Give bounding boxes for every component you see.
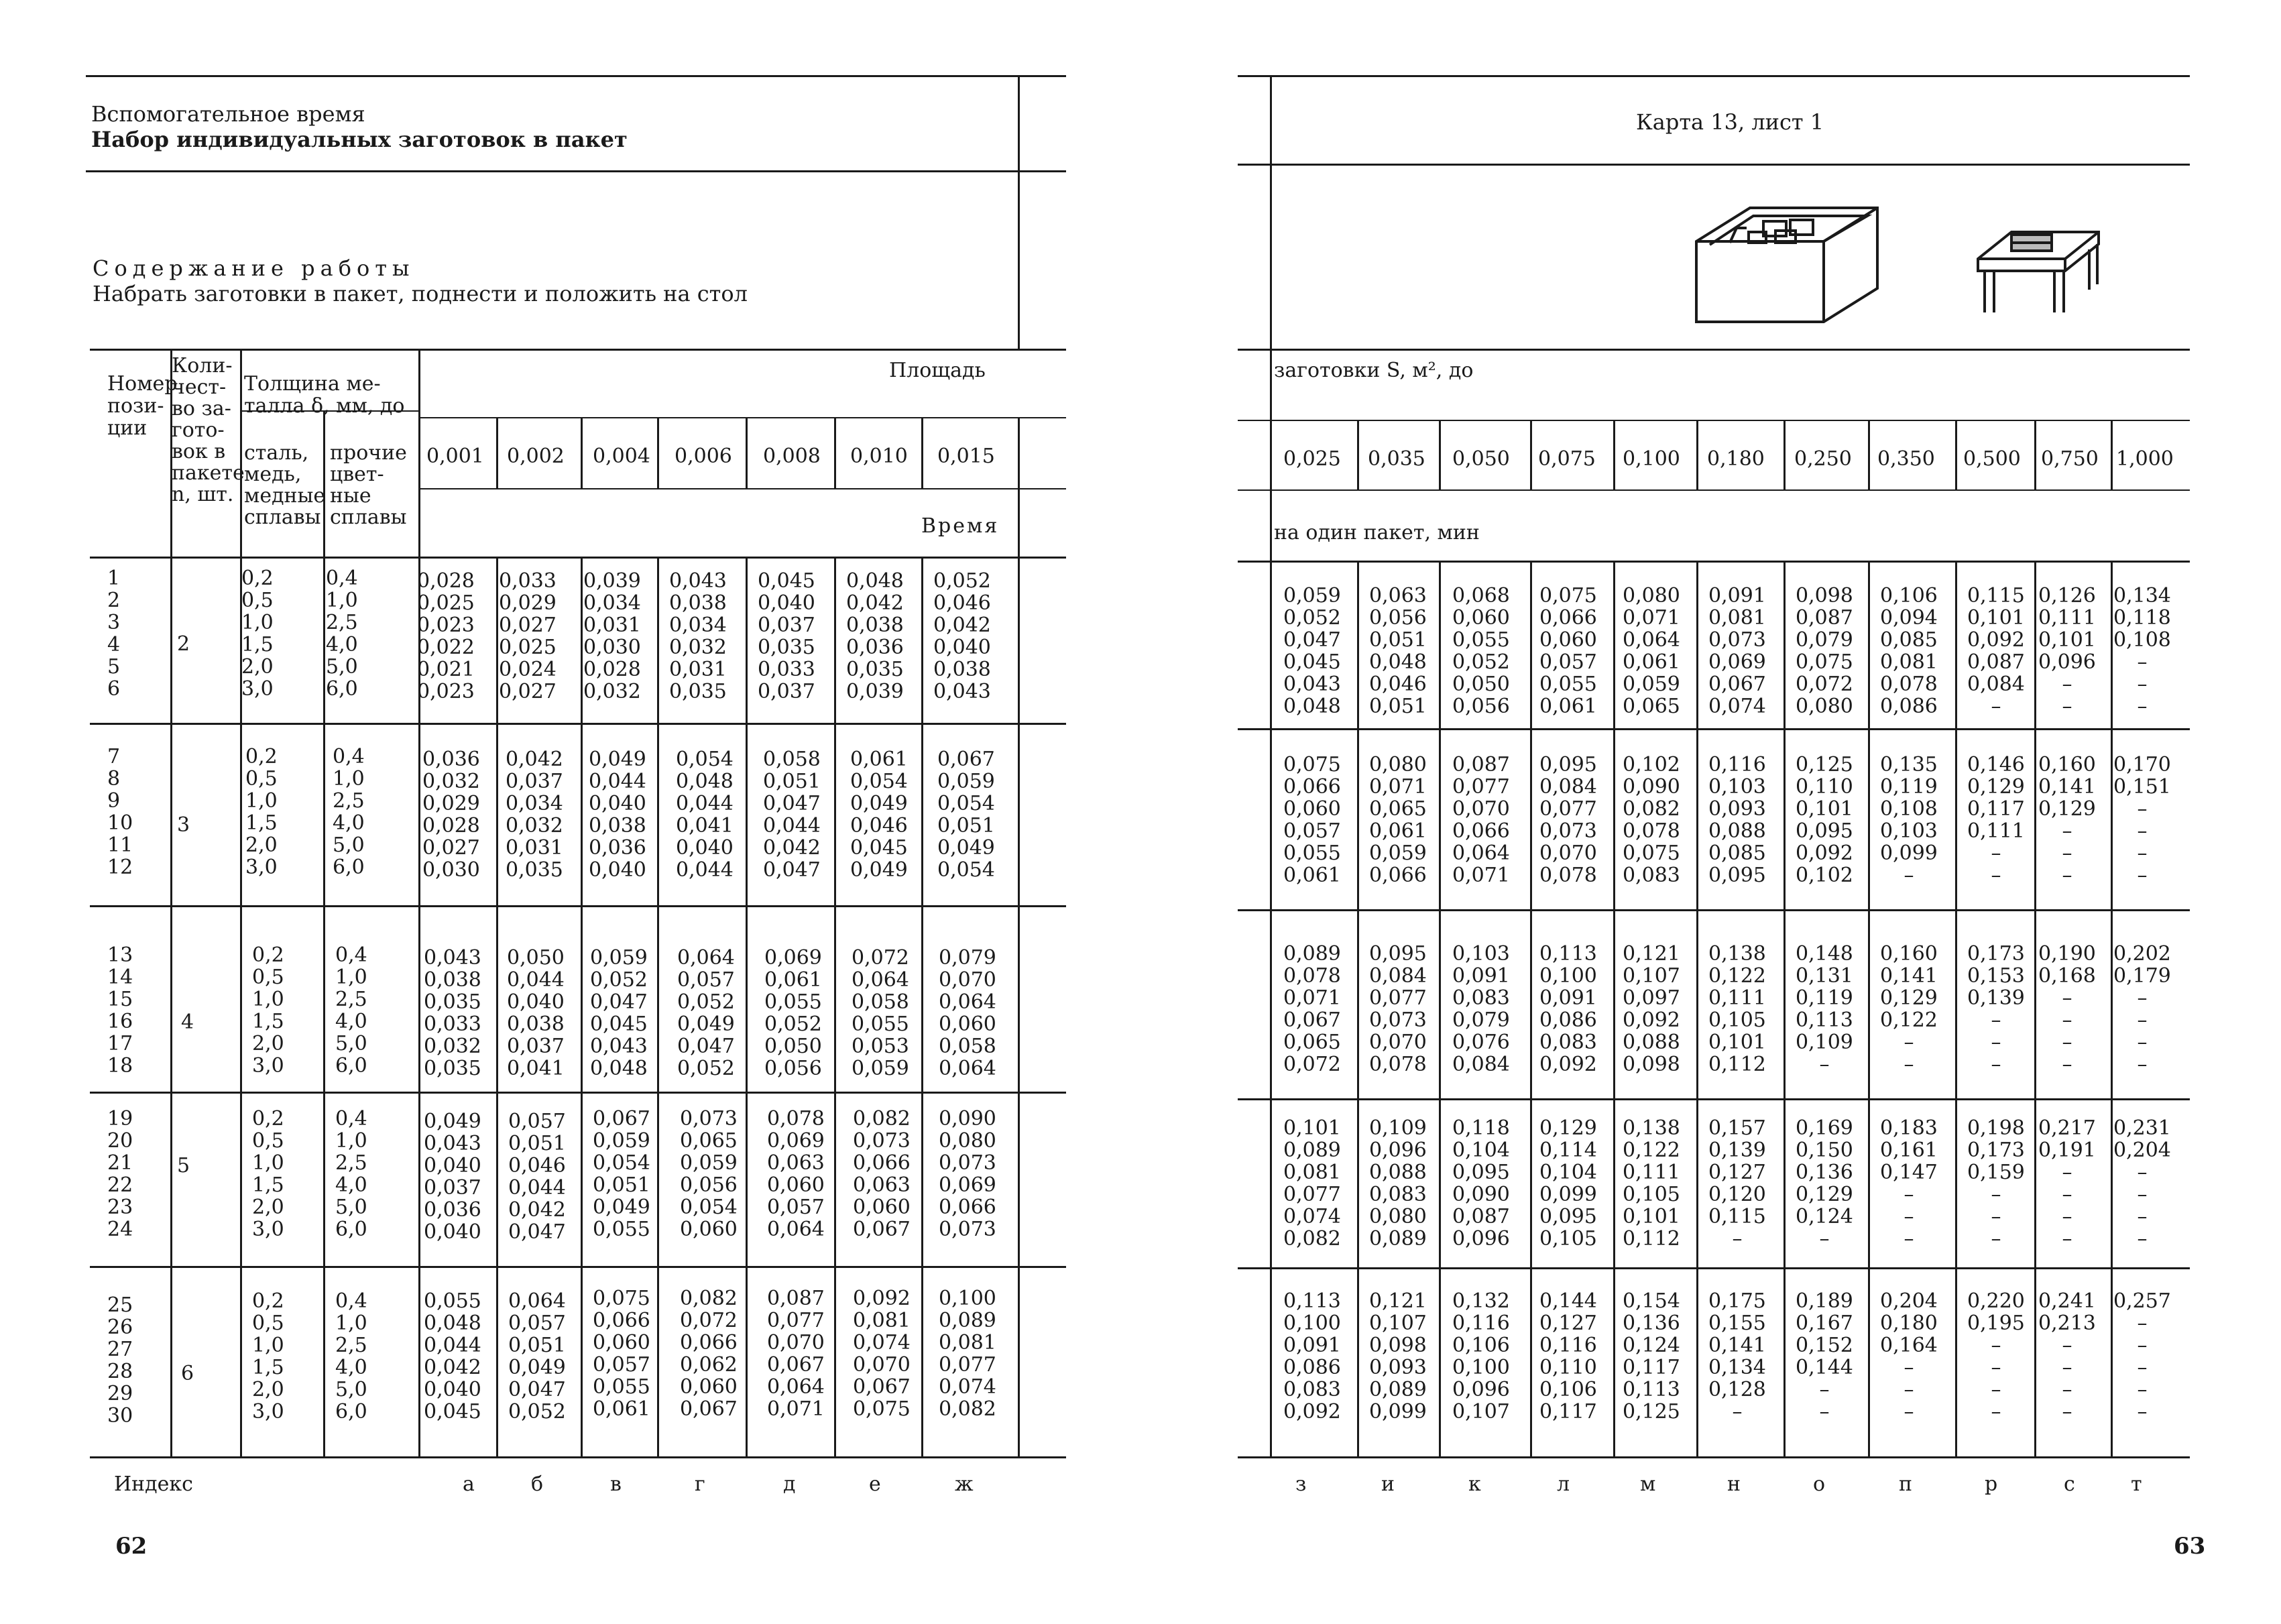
time-column: 0,183 0,161 0,147 – – –: [1880, 1116, 1938, 1251]
time-column: 0,217 0,191 – – – –: [2038, 1116, 2096, 1251]
card-label: Карта 13, лист 1: [1636, 109, 1824, 135]
time-label-left: Время: [921, 514, 1000, 538]
area-col-sep-5: [834, 417, 836, 488]
header-bottom-rule-right: [1238, 561, 2190, 563]
group-rule-2: [90, 905, 1066, 907]
area-value: 0,035: [1368, 447, 1425, 471]
time-column: 0,102 0,090 0,082 0,078 0,075 0,083: [1623, 753, 1680, 887]
index-letter: с: [2064, 1472, 2075, 1496]
time-column: 0,069 0,061 0,055 0,052 0,050 0,056: [764, 946, 822, 1080]
time-column: 0,028 0,025 0,023 0,022 0,021 0,023: [417, 569, 475, 703]
time-col-sep-4: [746, 557, 748, 1456]
col-steel-header: сталь, медь, медные сплавы: [244, 441, 326, 529]
area-sub-rule-right: [1238, 420, 2190, 421]
time-column: 0,092 0,081 0,074 0,070 0,067 0,075: [853, 1287, 911, 1421]
area-value: 0,015: [937, 445, 995, 468]
page-number-right: 63: [2174, 1533, 2206, 1560]
time-column: 0,125 0,110 0,101 0,095 0,092 0,102: [1796, 753, 1853, 887]
time-column: 0,079 0,070 0,064 0,060 0,058 0,064: [939, 946, 996, 1080]
time-column: 0,067 0,059 0,054 0,051 0,049 0,055: [593, 1107, 650, 1241]
time-column: 0,157 0,139 0,127 0,120 0,115 –: [1708, 1116, 1766, 1251]
time-column: 0,080 0,071 0,064 0,061 0,059 0,065: [1623, 584, 1680, 718]
count-group-1: 2: [177, 632, 190, 656]
time-column: 0,173 0,153 0,139 – – –: [1967, 942, 2025, 1076]
index-letter: н: [1727, 1472, 1741, 1496]
time-column: 0,116 0,103 0,093 0,088 0,085 0,095: [1708, 753, 1766, 887]
time-column: 0,033 0,029 0,027 0,025 0,024 0,027: [499, 569, 557, 703]
area-col-sep-right-5: [1696, 420, 1698, 489]
area-value: 0,100: [1623, 447, 1680, 471]
header-bottom-rule: [90, 557, 1066, 559]
count-group-3: 4: [181, 1010, 194, 1034]
time-column: 0,091 0,081 0,073 0,069 0,067 0,074: [1708, 584, 1766, 718]
time-col-sep-2: [581, 557, 583, 1456]
col-sep-4: [418, 349, 420, 1456]
area-col-sep-right-1: [1357, 420, 1359, 489]
area-col-sep-right-7: [1868, 420, 1870, 489]
time-column: 0,113 0,100 0,091 0,086 0,083 0,092: [1539, 942, 1597, 1076]
time-column: 0,220 0,195 – – – –: [1967, 1289, 2025, 1424]
content-text: Набрать заготовки в пакет, поднести и положить на стол: [93, 281, 748, 306]
index-letter: м: [1640, 1472, 1656, 1496]
time-column: 0,064 0,057 0,052 0,049 0,047 0,052: [677, 946, 735, 1080]
time-column: 0,057 0,051 0,046 0,044 0,042 0,047: [508, 1110, 566, 1244]
col-thickness-header: Толщина ме- талла δ, мм, до: [244, 372, 405, 418]
time-col-sep-6: [921, 557, 923, 1456]
time-col-sep-right-5: [1696, 561, 1698, 1456]
area-value: 0,500: [1963, 447, 2021, 471]
area-col-sep-4: [746, 417, 748, 488]
area-value: 0,250: [1794, 447, 1852, 471]
table-with-blank-illustration: [1971, 212, 2105, 319]
positions-group-3: 13 14 15 16 17 18: [107, 943, 133, 1078]
index-letter: ж: [955, 1472, 974, 1496]
rule-header-left: [86, 170, 1066, 172]
steel-group-4: 0,2 0,5 1,0 1,5 2,0 3,0: [252, 1107, 284, 1241]
group-rule-1: [90, 723, 1066, 725]
time-column: 0,202 0,179 – – – –: [2113, 942, 2171, 1076]
time-column: 0,121 0,107 0,098 0,093 0,089 0,099: [1369, 1289, 1427, 1424]
steel-group-2: 0,2 0,5 1,0 1,5 2,0 3,0: [245, 745, 278, 879]
area-col-sep-1: [496, 417, 498, 488]
time-column: 0,198 0,173 0,159 – – –: [1967, 1116, 2025, 1251]
time-column: 0,160 0,141 0,129 0,122 – –: [1880, 942, 1938, 1076]
time-column: 0,160 0,141 0,129 – – –: [2038, 753, 2096, 887]
time-column: 0,190 0,168 – – – –: [2038, 942, 2096, 1076]
area-label-left: Площадь: [889, 359, 986, 382]
left-header-line1: Вспомогательное время: [91, 101, 365, 127]
table-top-rule-right: [1238, 349, 2190, 351]
group-rule-right-4: [1238, 1267, 2190, 1269]
index-letter: б: [531, 1472, 544, 1496]
time-column: 0,154 0,136 0,124 0,117 0,113 0,125: [1623, 1289, 1680, 1424]
area-col-sep-6: [921, 417, 923, 488]
steel-group-5: 0,2 0,5 1,0 1,5 2,0 3,0: [252, 1289, 284, 1424]
area-col-sep-2: [581, 417, 583, 488]
time-column: 0,050 0,044 0,040 0,038 0,037 0,041: [507, 946, 565, 1080]
time-column: 0,043 0,038 0,035 0,033 0,032 0,035: [424, 946, 481, 1080]
rule-header-right: [1238, 164, 2190, 166]
group-rule-4: [90, 1266, 1066, 1268]
time-column: 0,043 0,038 0,034 0,032 0,031 0,035: [669, 569, 727, 703]
left-header-line2: Набор индивидуальных заготовок в пакет: [91, 127, 628, 152]
time-column: 0,039 0,034 0,031 0,030 0,028 0,032: [583, 569, 641, 703]
index-letter: в: [610, 1472, 622, 1496]
index-letter: е: [869, 1472, 881, 1496]
index-letter: о: [1813, 1472, 1826, 1496]
area-value: 0,180: [1707, 447, 1765, 471]
col-sep-3: [323, 410, 325, 1456]
time-column: 0,045 0,040 0,037 0,035 0,033 0,037: [758, 569, 815, 703]
index-label: Индекс: [114, 1472, 193, 1496]
time-column: 0,067 0,059 0,054 0,051 0,049 0,054: [937, 748, 995, 882]
time-column: 0,072 0,064 0,058 0,055 0,053 0,059: [852, 946, 909, 1080]
area-value: 0,010: [850, 445, 908, 468]
time-column: 0,073 0,065 0,059 0,056 0,054 0,060: [680, 1107, 738, 1241]
time-column: 0,036 0,032 0,029 0,028 0,027 0,030: [422, 748, 480, 882]
time-col-sep-right-2: [1439, 561, 1441, 1456]
index-letter: р: [1985, 1472, 1998, 1496]
time-col-sep-7: [1018, 417, 1020, 1456]
area-col-sep-right-8: [1955, 420, 1957, 489]
other-group-1: 0,4 1,0 2,5 4,0 5,0 6,0: [326, 567, 358, 701]
area-value: 0,025: [1283, 447, 1341, 471]
group-rule-3: [90, 1092, 1066, 1094]
col-sep-2: [240, 349, 242, 1456]
area-col-sep-right-10: [2111, 420, 2113, 489]
time-column: 0,049 0,043 0,040 0,037 0,036 0,040: [424, 1110, 481, 1244]
area-col-sep-right-9: [2034, 420, 2036, 489]
other-group-3: 0,4 1,0 2,5 4,0 5,0 6,0: [335, 943, 367, 1078]
time-column: 0,063 0,056 0,051 0,048 0,046 0,051: [1369, 584, 1427, 718]
rule-header-left-edge: [1270, 75, 1272, 350]
area-value: 0,006: [675, 445, 732, 468]
time-col-sep-right-8: [1955, 561, 1957, 1456]
steel-group-1: 0,2 0,5 1,0 1,5 2,0 3,0: [241, 567, 274, 701]
table-bottom-rule: [90, 1456, 1066, 1458]
index-letter: п: [1899, 1472, 1912, 1496]
time-column: 0,106 0,094 0,085 0,081 0,078 0,086: [1880, 584, 1938, 718]
time-column: 0,100 0,089 0,081 0,077 0,074 0,082: [939, 1287, 996, 1421]
time-column: 0,169 0,150 0,136 0,129 0,124 –: [1796, 1116, 1853, 1251]
positions-group-1: 1 2 3 4 5 6: [107, 567, 121, 701]
positions-group-4: 19 20 21 22 23 24: [107, 1107, 133, 1241]
count-group-4: 5: [177, 1154, 190, 1177]
page-number-left: 62: [115, 1533, 148, 1560]
col-count-header: Коли- чест- во за- гото- вок в пакете n, шт.: [172, 354, 245, 506]
area-value: 1,000: [2116, 447, 2174, 471]
time-column: 0,048 0,042 0,038 0,036 0,035 0,039: [846, 569, 904, 703]
time-column: 0,231 0,204 – – – –: [2113, 1116, 2171, 1251]
time-column: 0,109 0,096 0,088 0,083 0,080 0,089: [1369, 1116, 1427, 1251]
time-column: 0,204 0,180 0,164 – – –: [1880, 1289, 1938, 1424]
time-column: 0,132 0,116 0,106 0,100 0,096 0,107: [1452, 1289, 1510, 1424]
col-sep-right-0: [1270, 349, 1272, 1456]
group-rule-right-3: [1238, 1098, 2190, 1100]
time-column: 0,064 0,057 0,051 0,049 0,047 0,052: [508, 1289, 566, 1424]
time-col-sep-3: [657, 557, 659, 1456]
index-letter: з: [1295, 1472, 1307, 1496]
count-group-2: 3: [177, 813, 190, 837]
time-column: 0,135 0,119 0,108 0,103 0,099 –: [1880, 753, 1938, 887]
time-col-sep-right-7: [1868, 561, 1870, 1456]
area-value: 0,750: [2041, 447, 2099, 471]
time-label-right: на один пакет, мин: [1274, 521, 1480, 544]
time-col-sep-1: [496, 557, 498, 1456]
index-letter: л: [1557, 1472, 1570, 1496]
group-rule-right-2: [1238, 909, 2190, 911]
time-column: 0,080 0,071 0,065 0,061 0,059 0,066: [1369, 753, 1427, 887]
time-column: 0,138 0,122 0,111 0,105 0,101 0,112: [1708, 942, 1766, 1076]
time-column: 0,095 0,084 0,077 0,073 0,070 0,078: [1369, 942, 1427, 1076]
time-column: 0,144 0,127 0,116 0,110 0,106 0,117: [1539, 1289, 1597, 1424]
time-column: 0,049 0,044 0,040 0,038 0,036 0,040: [589, 748, 646, 882]
index-letter: а: [463, 1472, 475, 1496]
time-column: 0,059 0,052 0,047 0,045 0,043 0,048: [590, 946, 648, 1080]
time-column: 0,134 0,118 0,108 – – –: [2113, 584, 2171, 718]
area-value: 0,075: [1538, 447, 1596, 471]
time-column: 0,075 0,066 0,060 0,057 0,055 0,061: [593, 1287, 650, 1421]
index-letter: и: [1381, 1472, 1395, 1496]
time-column: 0,059 0,052 0,047 0,045 0,043 0,048: [1283, 584, 1341, 718]
time-column: 0,257 – – – – –: [2113, 1289, 2171, 1424]
time-column: 0,087 0,077 0,070 0,066 0,064 0,071: [1452, 753, 1510, 887]
time-col-sep-right-1: [1357, 561, 1359, 1456]
other-group-5: 0,4 1,0 2,5 4,0 5,0 6,0: [335, 1289, 367, 1424]
time-col-sep-right-10: [2111, 561, 2113, 1456]
col-sep-1: [170, 349, 172, 1456]
time-column: 0,146 0,129 0,117 0,111 – –: [1967, 753, 2025, 887]
time-sub-rule: [420, 488, 1066, 489]
positions-group-2: 7 8 9 10 11 12: [107, 745, 133, 879]
rule-header-right-edge: [1018, 75, 1020, 350]
time-column: 0,241 0,213 – – – –: [2038, 1289, 2096, 1424]
area-col-sep-right-4: [1613, 420, 1615, 489]
other-group-4: 0,4 1,0 2,5 4,0 5,0 6,0: [335, 1107, 367, 1241]
time-column: 0,078 0,069 0,063 0,060 0,057 0,064: [767, 1107, 825, 1241]
time-column: 0,087 0,077 0,070 0,067 0,064 0,071: [767, 1287, 825, 1421]
time-column: 0,138 0,122 0,111 0,105 0,101 0,112: [1623, 1116, 1680, 1251]
index-letter: д: [783, 1472, 796, 1496]
rule-top-right: [1238, 75, 2190, 77]
area-label-right: заготовки S, м², до: [1274, 359, 1474, 382]
col-other-header: прочие цвет- ные сплавы: [330, 441, 407, 529]
area-value: 0,001: [426, 445, 484, 468]
time-sub-rule-right: [1238, 489, 2190, 491]
time-column: 0,068 0,060 0,055 0,052 0,050 0,056: [1452, 584, 1510, 718]
time-col-sep-right-4: [1613, 561, 1615, 1456]
area-col-sep-right-6: [1783, 420, 1786, 489]
time-column: 0,075 0,066 0,060 0,057 0,055 0,061: [1283, 753, 1341, 887]
time-column: 0,090 0,080 0,073 0,069 0,066 0,073: [939, 1107, 996, 1241]
index-letter: г: [695, 1472, 705, 1496]
area-value: 0,004: [593, 445, 650, 468]
count-group-5: 6: [181, 1362, 194, 1385]
index-letter: т: [2131, 1472, 2142, 1496]
positions-group-5: 25 26 27 28 29 30: [107, 1293, 133, 1428]
rule-top-left: [86, 75, 1066, 77]
other-group-2: 0,4 1,0 2,5 4,0 5,0 6,0: [333, 745, 365, 879]
time-column: 0,095 0,084 0,077 0,073 0,070 0,078: [1539, 753, 1597, 887]
time-column: 0,042 0,037 0,034 0,032 0,031 0,035: [506, 748, 563, 882]
box-with-blanks-illustration: [1690, 201, 1884, 329]
time-column: 0,113 0,100 0,091 0,086 0,083 0,092: [1283, 1289, 1341, 1424]
area-value: 0,350: [1877, 447, 1935, 471]
time-col-sep-right-6: [1783, 561, 1786, 1456]
time-column: 0,103 0,091 0,083 0,079 0,076 0,084: [1452, 942, 1510, 1076]
time-column: 0,055 0,048 0,044 0,042 0,040 0,045: [424, 1289, 481, 1424]
time-column: 0,148 0,131 0,119 0,113 0,109 –: [1796, 942, 1853, 1076]
area-col-sep-right-3: [1530, 420, 1532, 489]
time-column: 0,054 0,048 0,044 0,041 0,040 0,044: [676, 748, 734, 882]
time-column: 0,189 0,167 0,152 0,144 – –: [1796, 1289, 1853, 1424]
group-rule-right-1: [1238, 728, 2190, 730]
time-column: 0,061 0,054 0,049 0,046 0,045 0,049: [850, 748, 908, 882]
time-column: 0,115 0,101 0,092 0,087 0,084 –: [1967, 584, 2025, 718]
table-bottom-rule-right: [1238, 1456, 2190, 1458]
area-value: 0,002: [507, 445, 565, 468]
time-column: 0,101 0,089 0,081 0,077 0,074 0,082: [1283, 1116, 1341, 1251]
time-col-sep-right-9: [2034, 561, 2036, 1456]
time-column: 0,089 0,078 0,071 0,067 0,065 0,072: [1283, 942, 1341, 1076]
area-value: 0,050: [1452, 447, 1510, 471]
time-column: 0,118 0,104 0,095 0,090 0,087 0,096: [1452, 1116, 1510, 1251]
time-col-sep-5: [834, 557, 836, 1456]
time-column: 0,082 0,073 0,066 0,063 0,060 0,067: [853, 1107, 911, 1241]
time-column: 0,129 0,114 0,104 0,099 0,095 0,105: [1539, 1116, 1597, 1251]
table-top-rule: [90, 349, 1066, 351]
time-column: 0,098 0,087 0,079 0,075 0,072 0,080: [1796, 584, 1853, 718]
area-sub-rule: [420, 417, 1066, 418]
time-column: 0,082 0,072 0,066 0,062 0,060 0,067: [680, 1287, 738, 1421]
time-column: 0,121 0,107 0,097 0,092 0,088 0,098: [1623, 942, 1680, 1076]
time-column: 0,075 0,066 0,060 0,057 0,055 0,061: [1539, 584, 1597, 718]
area-col-sep-right-2: [1439, 420, 1441, 489]
time-column: 0,058 0,051 0,047 0,044 0,042 0,047: [763, 748, 821, 882]
area-value: 0,008: [763, 445, 821, 468]
time-column: 0,126 0,111 0,101 0,096 – –: [2038, 584, 2096, 718]
time-col-sep-right-3: [1530, 561, 1532, 1456]
time-column: 0,170 0,151 – – – –: [2113, 753, 2171, 887]
time-column: 0,052 0,046 0,042 0,040 0,038 0,043: [933, 569, 991, 703]
col-number-header: Номер пози- ции: [107, 372, 178, 440]
content-title: Содержание работы: [93, 255, 415, 281]
time-column: 0,175 0,155 0,141 0,134 0,128 –: [1708, 1289, 1766, 1424]
area-col-sep-3: [657, 417, 659, 488]
index-letter: к: [1468, 1472, 1481, 1496]
steel-group-3: 0,2 0,5 1,0 1,5 2,0 3,0: [252, 943, 284, 1078]
